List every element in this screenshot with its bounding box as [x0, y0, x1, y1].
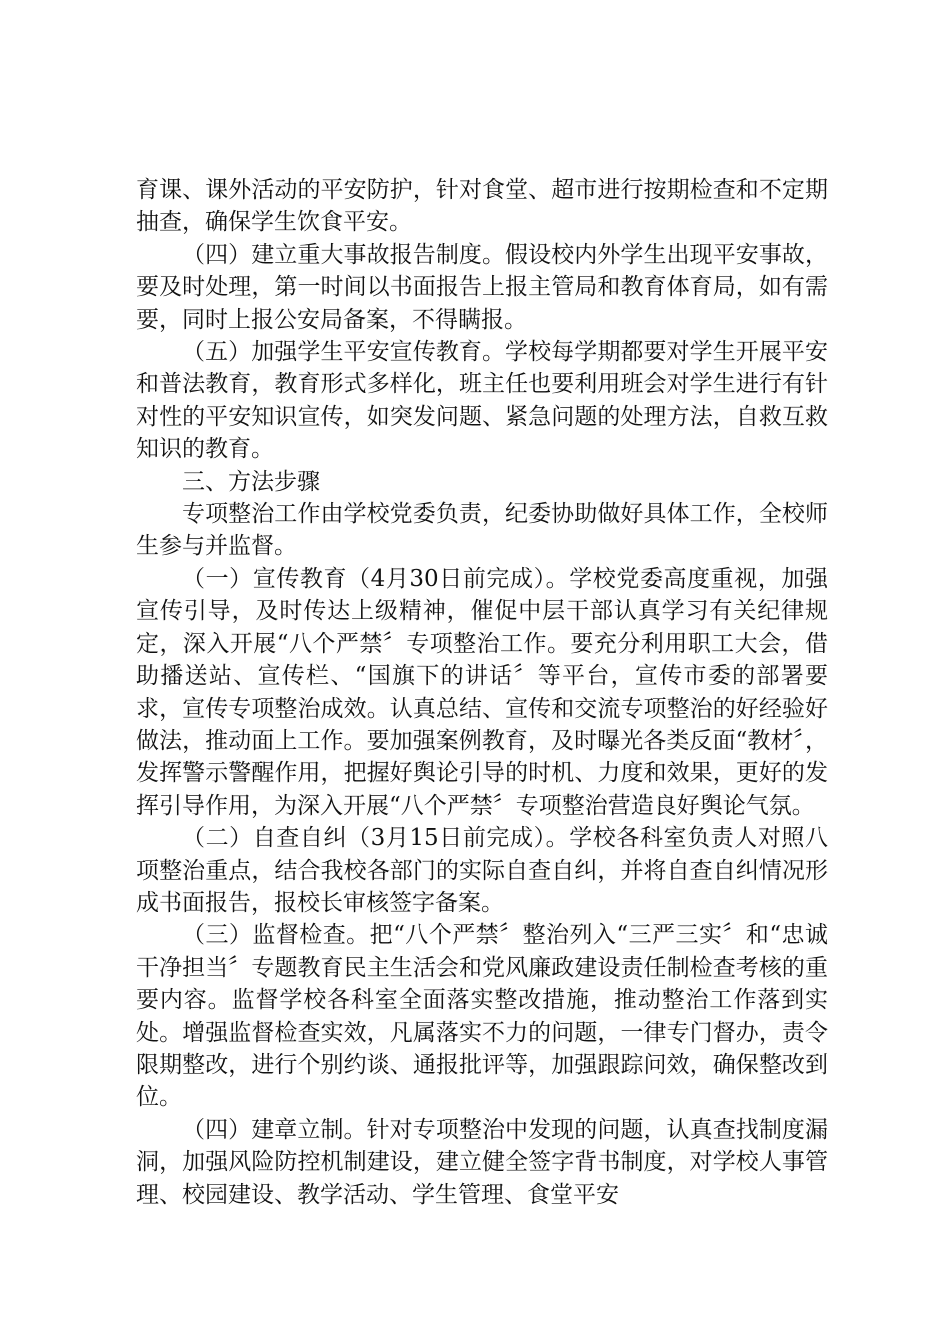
paragraph-safety-education: （五）加强学生平安宣传教育。学校每学期都要对学生开展平安和普法教育，教育形式多样化，班主任也要利用班会对学生进行有针对性的平安知识宣传，如突发问题、紧急问题的处理方法，自救互救知识的教育。: [136, 339, 828, 463]
section-heading-methods: 三、方法步骤: [182, 468, 320, 495]
paragraph-publicity: （一）宣传教育（4月30日前完成）。学校党委高度重视，加强宣传引导，及时传达上级精神，催促中层干部认真学习有关纪律规定，深入开展“八个严禁〞专项整治工作。要充分利用职工大会，借助播送站、宣传栏、“国旗下的讲话〞等平台，宣传市委的部署要求，宣传专项整治成效。认真总结、宣传和交流专项整治的好经验好做法，推动面上工作。要加强案例教育，及时曝光各类反面“教材〞，发挥警示警醒作用，把握好舆论引导的时机、力度和效果，更好的发挥引导作用，为深入开展“八个严禁〞专项整治营造良好舆论气氛。: [136, 565, 828, 819]
paragraph-supervision: （三）监督检查。把“八个严禁〞整治列入“三严三实〞和“忠诚干净担当〞专题教育民主生活会和党风廉政建设责任制检查考核的重要内容。监督学校各科室全面落实整改措施，推动整治工作落到实处。增强监督检查实效，凡属落实不力的问题，一律专门督办，责令限期整改，进行个别约谈、通报批评等，加强跟踪问效，确保整改到位。: [136, 922, 828, 1111]
paragraph-self-inspection: （二）自查自纠（3月15日前完成）。学校各科室负责人对照八项整治重点，结合我校各部门的实际自查自纠，并将自查自纠情况形成书面报告，报校长审核签字备案。: [136, 825, 828, 916]
paragraph-responsibility: 专项整治工作由学校党委负责，纪委协助做好具体工作，全校师生参与并监督。: [136, 501, 828, 560]
paragraph-regulations: （四）建章立制。针对专项整治中发现的问题，认真查找制度漏洞，加强风险防控机制建设，建立健全签字背书制度，对学校人事管理、校园建设、教学活动、学生管理、食堂平安: [136, 1116, 828, 1208]
document-body: [136, 174, 828, 1211]
paragraph-accident-reporting: （四）建立重大事故报告制度。假设校内外学生出现平安事故，要及时处理，第一时间以书面报告上报主管局和教育体育局，如有需要，同时上报公安局备案，不得瞒报。: [136, 241, 828, 333]
paragraph-student-safety-continued: 育课、课外活动的平安防护，针对食堂、超市进行按期检查和不定期抽查，确保学生饮食平安。: [136, 177, 828, 236]
